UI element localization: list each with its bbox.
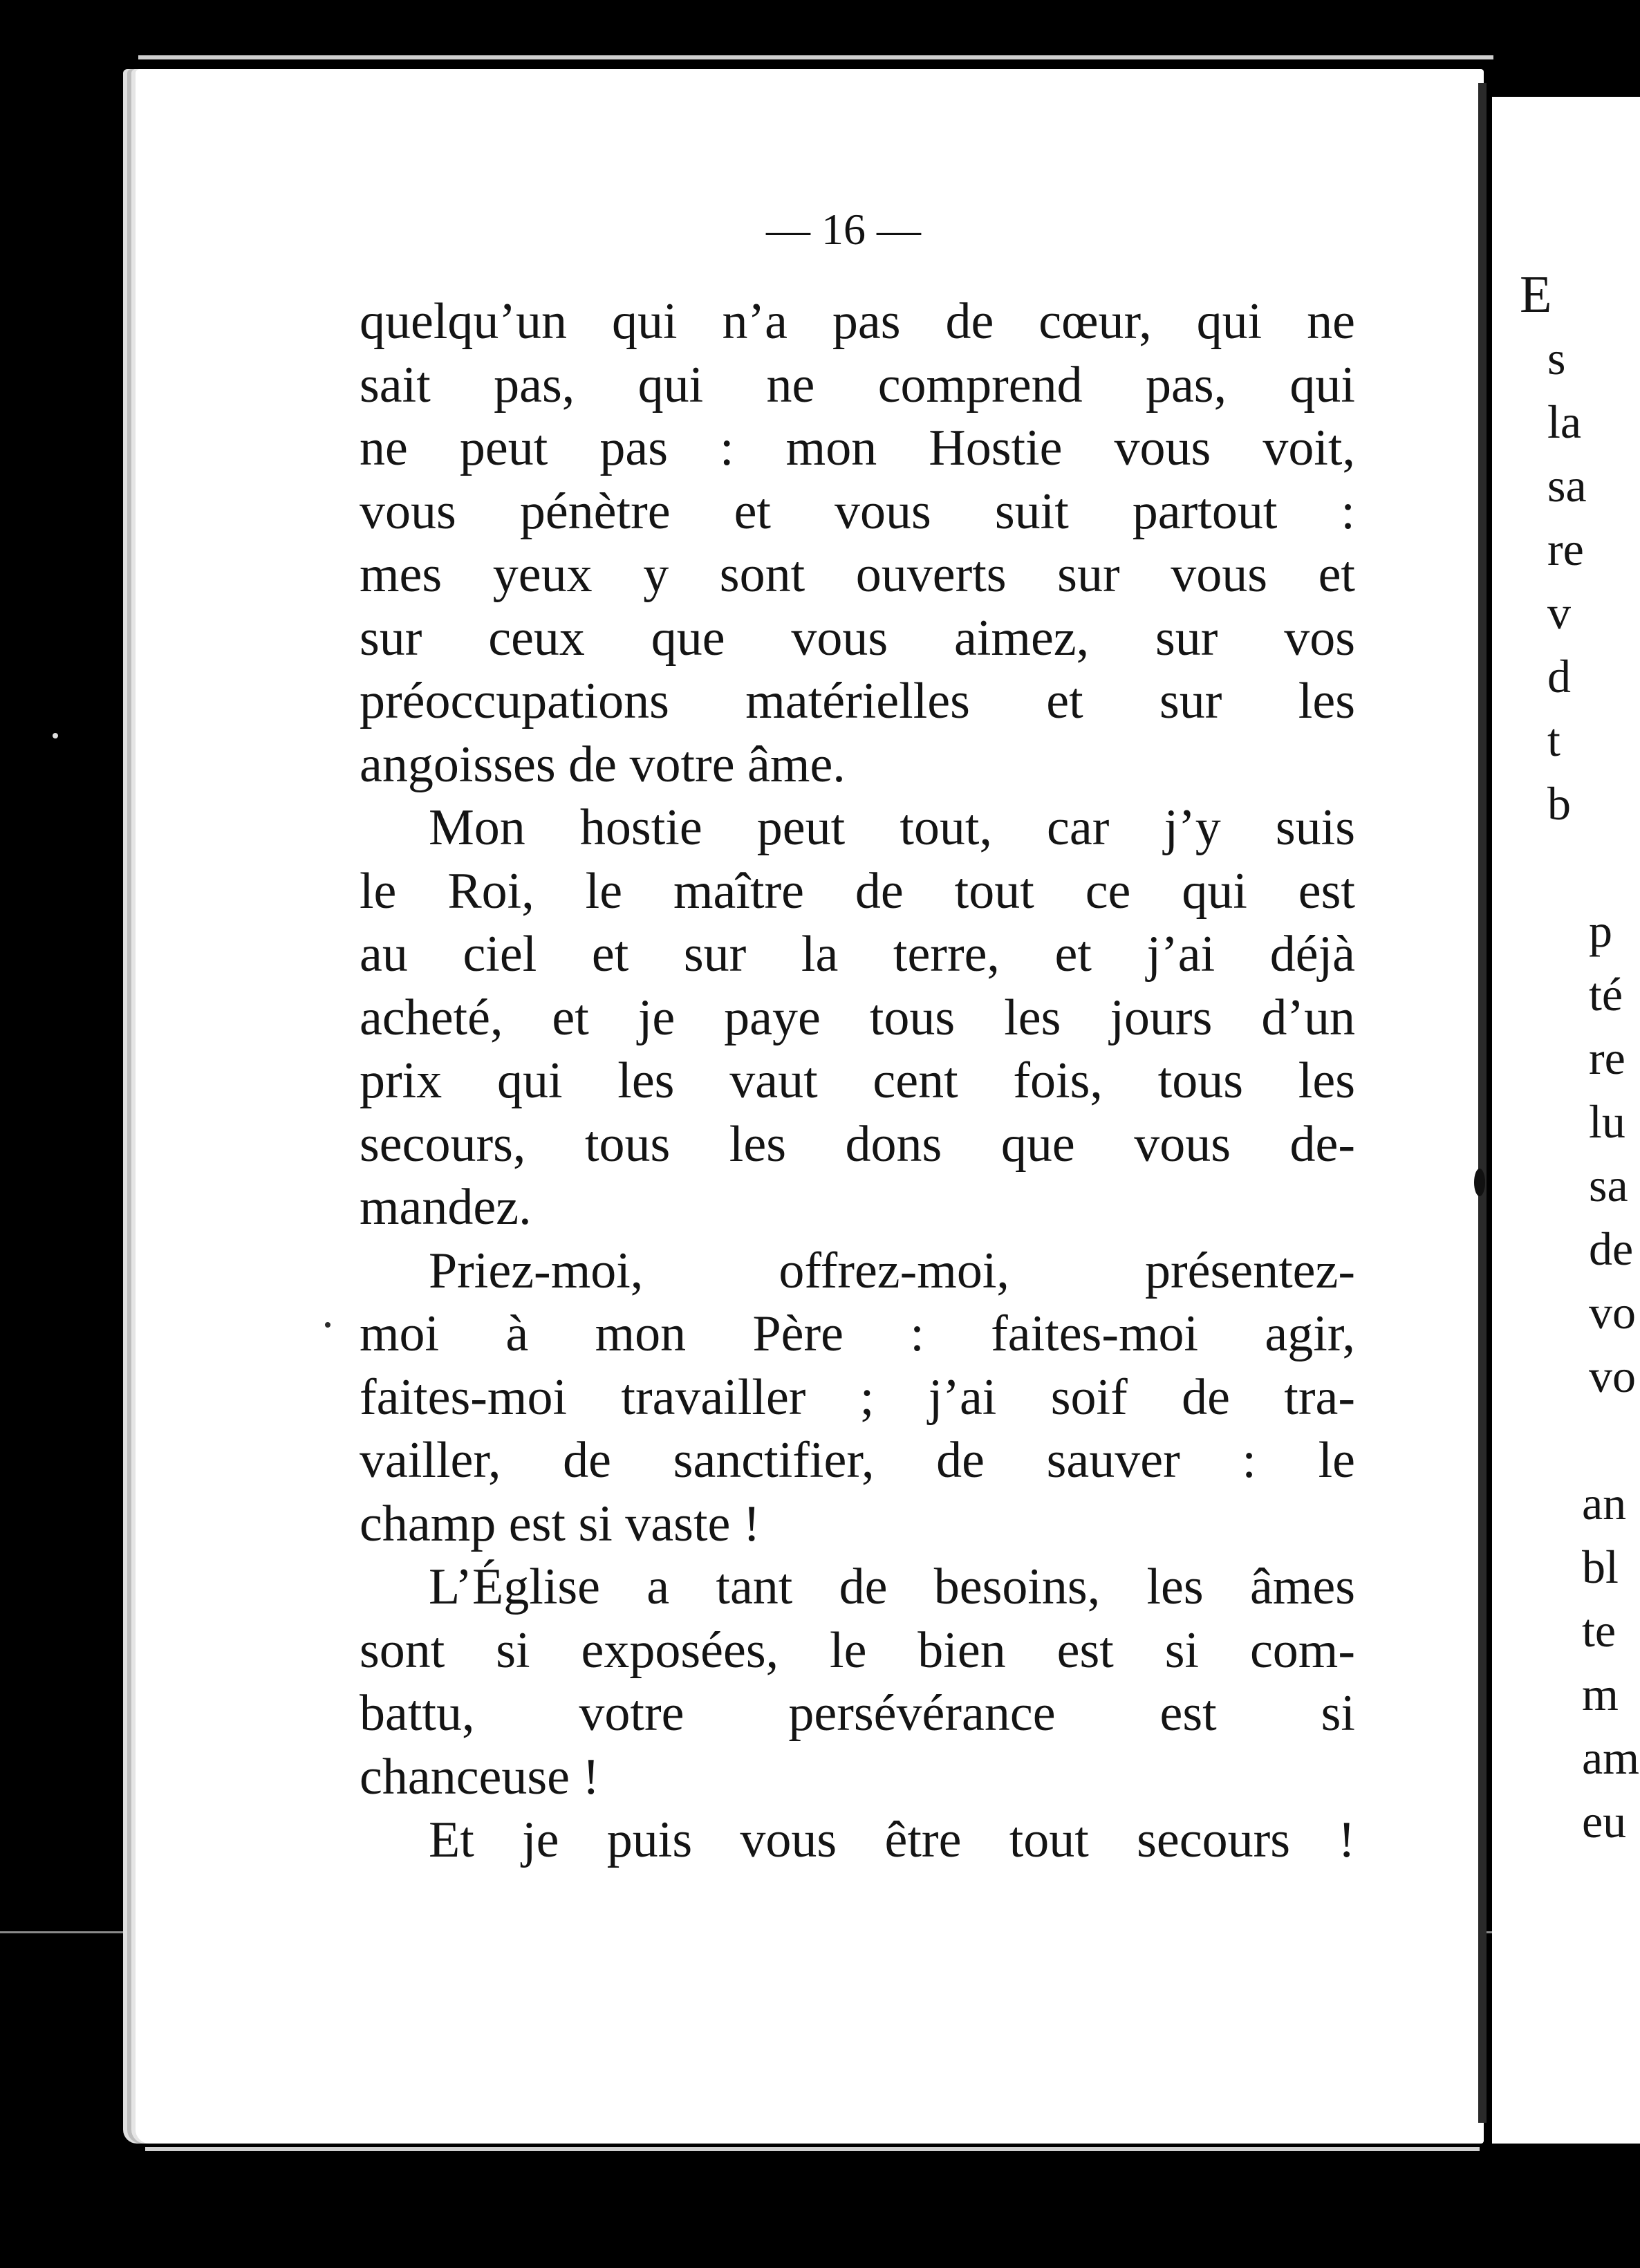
facing-page-fragment: sa xyxy=(1547,459,1587,512)
facing-page-text xyxy=(1492,263,1640,1853)
text-line: vous pénètre et vous suit partout : xyxy=(360,483,1355,540)
text-line: le Roi, le maître de tout ce qui est xyxy=(360,862,1355,920)
text-line: angoisses de votre âme. xyxy=(360,736,846,793)
text-line: sait pas, qui ne comprend pas, qui xyxy=(360,356,1355,413)
page-stack-edge-top xyxy=(138,55,1493,59)
facing-page-fragment: vo xyxy=(1589,1286,1636,1339)
facing-page-fragment: bl xyxy=(1582,1541,1619,1593)
facing-page-fragment: t xyxy=(1547,714,1560,766)
text-line: champ est si vaste ! xyxy=(360,1495,761,1552)
scan-speck xyxy=(1474,1169,1485,1196)
facing-page-fragment: vo xyxy=(1589,1350,1636,1402)
facing-page-fragment: b xyxy=(1547,777,1571,830)
text-line: prix qui les vaut cent fois, tous les xyxy=(360,1052,1355,1109)
facing-page-fragment: d xyxy=(1547,650,1571,703)
text-line: mes yeux y sont ouverts sur vous et xyxy=(360,546,1355,603)
facing-page-fragment: sa xyxy=(1589,1159,1628,1211)
facing-page-fragment: lu xyxy=(1589,1095,1625,1148)
text-line: Priez-moi, offrez-moi, présentez- xyxy=(429,1242,1355,1299)
facing-page-fragment: té xyxy=(1589,968,1623,1021)
text-line: acheté, et je paye tous les jours d’un xyxy=(360,989,1355,1046)
facing-page-fragment: re xyxy=(1547,523,1584,575)
text-line: faites-moi travailler ; j’ai soif de tra- xyxy=(360,1368,1355,1426)
scan-speck xyxy=(325,1322,330,1328)
facing-page-fragment: eu xyxy=(1582,1795,1627,1848)
book-gutter xyxy=(1478,83,1487,2123)
facing-page-fragment: re xyxy=(1589,1032,1625,1084)
facing-page-fragment: m xyxy=(1582,1668,1619,1720)
text-line: au ciel et sur la terre, et j’ai déjà xyxy=(360,926,1355,983)
text-line: Mon hostie peut tout, car j’y suis xyxy=(429,799,1355,856)
page-number: — 16 — xyxy=(766,205,921,254)
text-line: sont si exposées, le bien est si com- xyxy=(360,1621,1355,1679)
facing-page-fragment xyxy=(1492,1408,1640,1471)
facing-page-fragment: am xyxy=(1582,1731,1640,1784)
facing-page-fragment: an xyxy=(1582,1477,1627,1530)
text-line: mandez. xyxy=(360,1179,532,1236)
text-line: moi à mon Père : faites-moi agir, xyxy=(360,1305,1355,1362)
facing-page-fragment: p xyxy=(1589,904,1612,957)
facing-page-fragment: s xyxy=(1547,332,1566,384)
text-line: quelqu’un qui n’a pas de cœur, qui ne xyxy=(360,293,1355,350)
text-line: sur ceux que vous aimez, sur vos xyxy=(360,609,1355,667)
facing-page-fragment xyxy=(1492,835,1640,899)
facing-page-fragment: de xyxy=(1589,1223,1634,1275)
text-line: vailler, de sanctifier, de sauver : le xyxy=(360,1432,1355,1489)
text-line: préoccupations matérielles et sur les xyxy=(360,673,1355,729)
body-text xyxy=(360,290,1355,1872)
text-line: ne peut pas : mon Hostie vous voit, xyxy=(360,420,1355,476)
text-line: chanceuse ! xyxy=(360,1748,600,1805)
text-line: battu, votre persévérance est si xyxy=(360,1685,1355,1742)
facing-page-fragment: v xyxy=(1547,586,1571,639)
page-stack-edge-bottom xyxy=(145,2147,1480,2151)
text-line: L’Église a tant de besoins, les âmes xyxy=(429,1559,1355,1615)
facing-page-fragment: la xyxy=(1547,396,1582,448)
scan-speck xyxy=(53,733,58,738)
text-line: Et je puis vous être tout secours ! xyxy=(429,1812,1355,1868)
facing-page-fragment: te xyxy=(1582,1604,1616,1657)
facing-page-fragment: E xyxy=(1520,266,1552,324)
text-line: secours, tous les dons que vous de- xyxy=(360,1115,1355,1173)
